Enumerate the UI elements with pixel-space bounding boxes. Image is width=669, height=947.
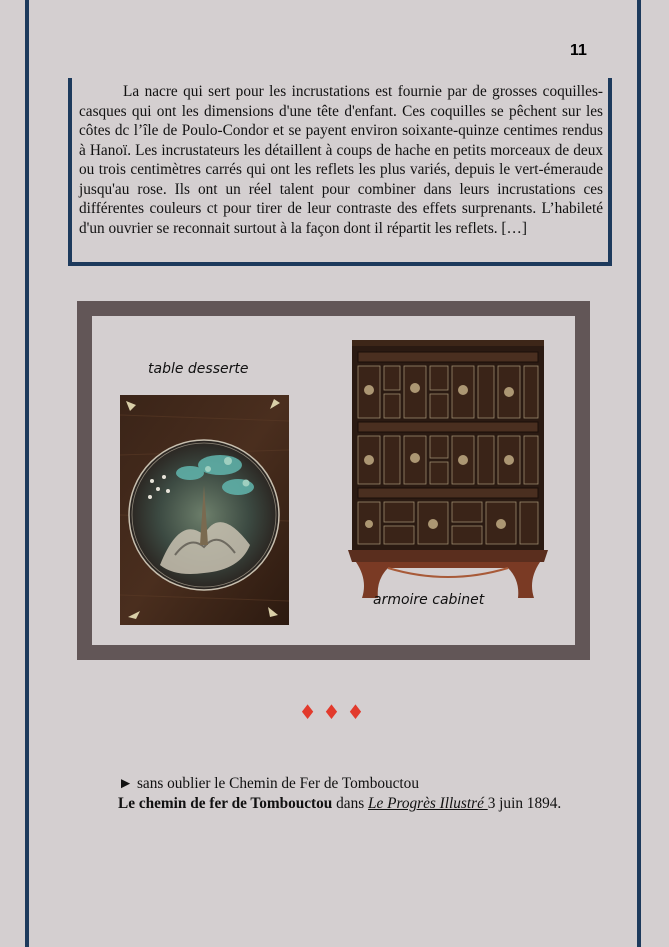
caption-armoire-cabinet: armoire cabinet [373, 592, 485, 608]
left-border-rail [25, 0, 29, 947]
figure-panel [92, 316, 575, 645]
reference-link[interactable]: Le Progrès Illustré [368, 795, 488, 812]
reference-date: 3 juin 1894. [487, 795, 562, 812]
table-desserte-image [120, 395, 289, 625]
armoire-cabinet-image [348, 340, 548, 605]
caption-table-desserte: table desserte [148, 361, 249, 377]
reference-title: Le chemin de fer de Tombouctou [118, 795, 333, 812]
separator-diamonds: ♦♦♦ [298, 700, 371, 724]
footer-see-also: ► sans oublier le Chemin de Fer de Tombouctou [118, 775, 419, 792]
footer-reference [118, 795, 561, 813]
right-border-rail [637, 0, 641, 947]
figure-frame [77, 301, 590, 660]
reference-connector: dans [332, 795, 369, 812]
quote-box [68, 78, 612, 266]
page-number: 11 [570, 42, 587, 59]
quote-text: La nacre qui sert pour les incrustations est fournie par de grosses coquilles-casques qui ont les dimensions d'une tête d'enfant. Ces coquilles se pêchent sur les côtes dc l’île de Poulo-Condor et se payent environ soixante-quinze centimes rendus à Hanoï. Les incrustateurs les détaillent à coups de hache en petits morceaux de deux ou trois centimètres carrés qui ont les reflets les plus variés, depuis le vert-émeraude jusqu'au rose. Ils ont un réel talent pour combiner dans leurs incrustations ces différentes couleurs ct pour tirer de leur contraste des effets surprenants. L’habileté d'un ouvrier se reconnait surtout à la façon dont il répartit les reflets. […] [79, 83, 603, 237]
